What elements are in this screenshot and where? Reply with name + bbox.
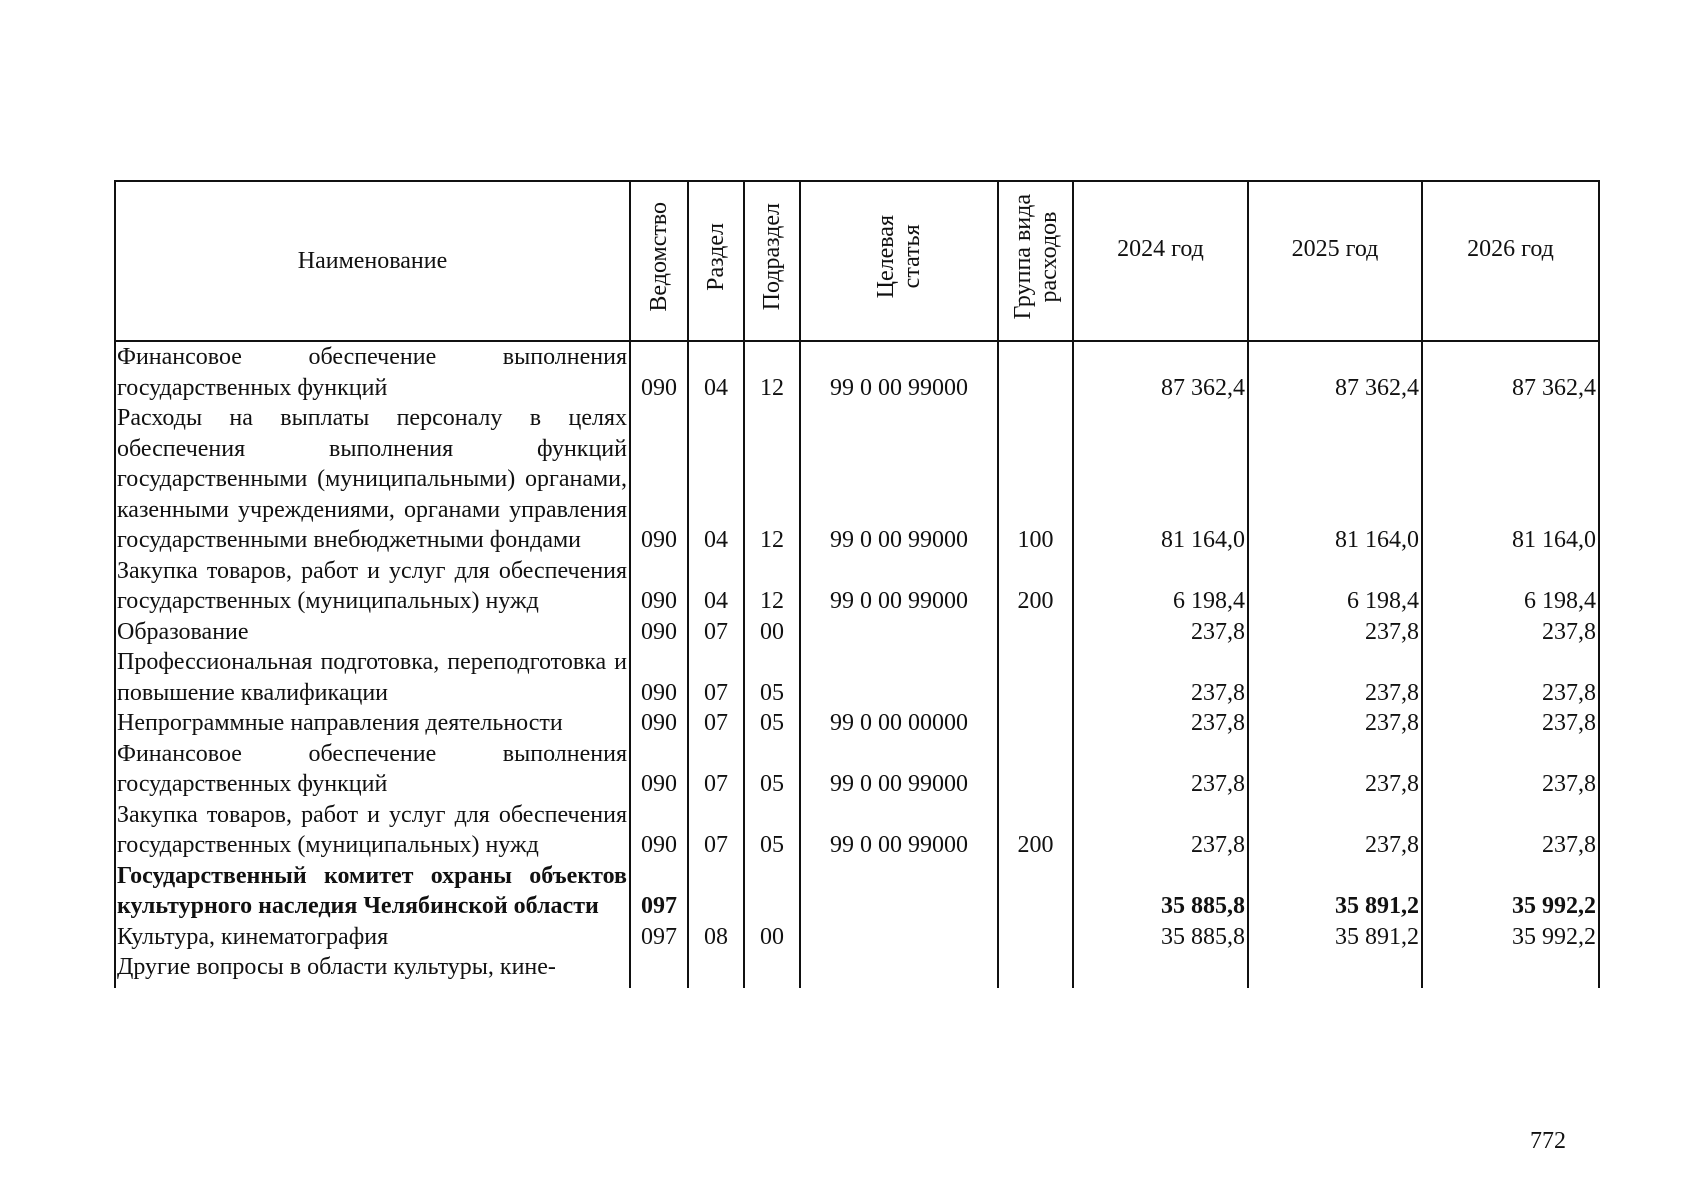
header-celevaya-cell [800,181,998,341]
row-celevaya [800,922,998,953]
row-value-2024: 81 164,0 [1073,403,1248,556]
row-gruppa: 200 [998,800,1073,861]
row-podrazdel: 05 [744,647,800,708]
row-value-2026 [1422,952,1599,988]
row-razdel: 07 [688,739,744,800]
row-value-2026: 87 362,4 [1422,341,1599,403]
header-2024: 2024 год [1117,235,1204,262]
row-celevaya: 99 0 00 99000 [800,403,998,556]
table-row [115,341,1599,403]
budget-table [114,180,1600,988]
row-celevaya: 99 0 00 99000 [800,341,998,403]
row-value-2024: 6 198,4 [1073,556,1248,617]
row-podrazdel: 12 [744,556,800,617]
page-number: 772 [1530,1128,1566,1154]
header-celevaya [873,215,925,298]
row-celevaya [800,647,998,708]
row-name: Финансовое обеспечение выполнения государственных функций [115,341,630,403]
row-name: Профессиональная подготовка, переподготовка и повышение квалификации [115,647,630,708]
row-value-2026: 6 198,4 [1422,556,1599,617]
row-value-2024: 237,8 [1073,617,1248,648]
header-2024-cell [1073,181,1248,341]
header-gruppa-line2: расходов [1035,211,1062,303]
row-value-2024 [1073,952,1248,988]
row-celevaya [800,617,998,648]
row-value-2025: 237,8 [1248,708,1422,739]
row-name: Другие вопросы в области культуры, кине- [115,952,630,988]
table-row [115,739,1599,800]
row-value-2026: 81 164,0 [1422,403,1599,556]
header-razdel-cell [688,181,744,341]
row-name: Непрограммные направления деятельности [115,708,630,739]
row-razdel [688,861,744,922]
row-gruppa [998,617,1073,648]
row-razdel: 07 [688,647,744,708]
row-podrazdel: 00 [744,922,800,953]
header-gruppa-line1: Группа вида [1009,194,1036,320]
row-vedomstvo: 097 [630,922,688,953]
table-body [115,341,1599,988]
row-value-2026: 237,8 [1422,739,1599,800]
row-vedomstvo: 090 [630,708,688,739]
header-name: Наименование [115,181,630,341]
table-row [115,800,1599,861]
row-razdel: 04 [688,556,744,617]
table-row [115,708,1599,739]
row-name: Культура, кинематография [115,922,630,953]
row-value-2025: 6 198,4 [1248,556,1422,617]
row-value-2024: 35 885,8 [1073,922,1248,953]
table-header-row [115,181,1599,341]
row-gruppa [998,341,1073,403]
table-row [115,647,1599,708]
row-value-2025: 35 891,2 [1248,922,1422,953]
header-podrazdel-cell [744,181,800,341]
row-vedomstvo: 090 [630,556,688,617]
row-vedomstvo: 090 [630,617,688,648]
row-value-2024: 237,8 [1073,739,1248,800]
row-value-2025: 237,8 [1248,800,1422,861]
row-vedomstvo: 097 [630,861,688,922]
row-gruppa [998,739,1073,800]
header-2026-cell [1422,181,1599,341]
row-podrazdel: 05 [744,800,800,861]
row-value-2024: 35 885,8 [1073,861,1248,922]
row-celevaya [800,952,998,988]
row-celevaya: 99 0 00 99000 [800,800,998,861]
row-name: Закупка товаров, работ и услуг для обеспечения государственных (муниципальных) нужд [115,800,630,861]
row-podrazdel: 05 [744,739,800,800]
header-gruppa-cell [998,181,1073,341]
row-podrazdel: 12 [744,403,800,556]
row-podrazdel: 00 [744,617,800,648]
header-celevaya-line2: статья [899,224,925,289]
row-vedomstvo: 090 [630,403,688,556]
row-value-2025 [1248,952,1422,988]
row-value-2024: 237,8 [1073,647,1248,708]
row-name: Расходы на выплаты персоналу в целях обеспечения выполнения функций государственными (муниципальными) органами, казенными учреждениями, органами управления государственными внебюджетными фондами [115,403,630,556]
row-value-2026: 237,8 [1422,617,1599,648]
row-vedomstvo: 090 [630,739,688,800]
row-value-2026: 35 992,2 [1422,922,1599,953]
table-row [115,617,1599,648]
row-value-2026: 237,8 [1422,647,1599,708]
row-podrazdel [744,861,800,922]
row-vedomstvo: 090 [630,647,688,708]
row-vedomstvo: 090 [630,800,688,861]
row-gruppa [998,647,1073,708]
header-vedomstvo-cell [630,181,688,341]
row-gruppa [998,922,1073,953]
row-podrazdel: 05 [744,708,800,739]
header-vedomstvo: Ведомство [646,201,672,312]
table-row [115,952,1599,988]
row-podrazdel: 12 [744,341,800,403]
row-name: Финансовое обеспечение выполнения государственных функций [115,739,630,800]
header-2025-cell [1248,181,1422,341]
row-value-2025: 81 164,0 [1248,403,1422,556]
row-razdel: 07 [688,617,744,648]
row-value-2026: 237,8 [1422,708,1599,739]
row-razdel: 08 [688,922,744,953]
row-value-2025: 35 891,2 [1248,861,1422,922]
row-vedomstvo: 090 [630,341,688,403]
row-value-2026: 237,8 [1422,800,1599,861]
table-row [115,922,1599,953]
row-vedomstvo [630,952,688,988]
header-2025: 2025 год [1291,235,1379,262]
row-razdel: 04 [688,403,744,556]
row-celevaya: 99 0 00 00000 [800,708,998,739]
row-gruppa: 100 [998,403,1073,556]
header-podrazdel: Подраздел [759,203,785,311]
row-value-2025: 237,8 [1248,617,1422,648]
row-name: Государственный комитет охраны объектов культурного наследия Челябинской области [115,861,630,922]
row-celevaya: 99 0 00 99000 [800,556,998,617]
row-razdel: 07 [688,800,744,861]
row-value-2024: 237,8 [1073,800,1248,861]
header-celevaya-line1: Целевая [873,215,899,299]
table-row [115,861,1599,922]
table-row [115,556,1599,617]
row-podrazdel [744,952,800,988]
row-razdel: 07 [688,708,744,739]
row-gruppa [998,708,1073,739]
row-gruppa: 200 [998,556,1073,617]
row-value-2025: 237,8 [1248,647,1422,708]
row-gruppa [998,861,1073,922]
row-value-2024: 87 362,4 [1073,341,1248,403]
row-value-2025: 237,8 [1248,739,1422,800]
row-value-2026: 35 992,2 [1422,861,1599,922]
table-row [115,403,1599,556]
row-value-2024: 237,8 [1073,708,1248,739]
row-celevaya [800,861,998,922]
header-razdel: Раздел [703,222,729,291]
row-razdel: 04 [688,341,744,403]
row-value-2025: 87 362,4 [1248,341,1422,403]
row-name: Закупка товаров, работ и услуг для обеспечения государственных (муниципальных) нужд [115,556,630,617]
row-celevaya: 99 0 00 99000 [800,739,998,800]
header-gruppa [1010,194,1062,319]
row-gruppa [998,952,1073,988]
row-razdel [688,952,744,988]
header-2026: 2026 год [1467,235,1554,262]
row-name: Образование [115,617,630,648]
